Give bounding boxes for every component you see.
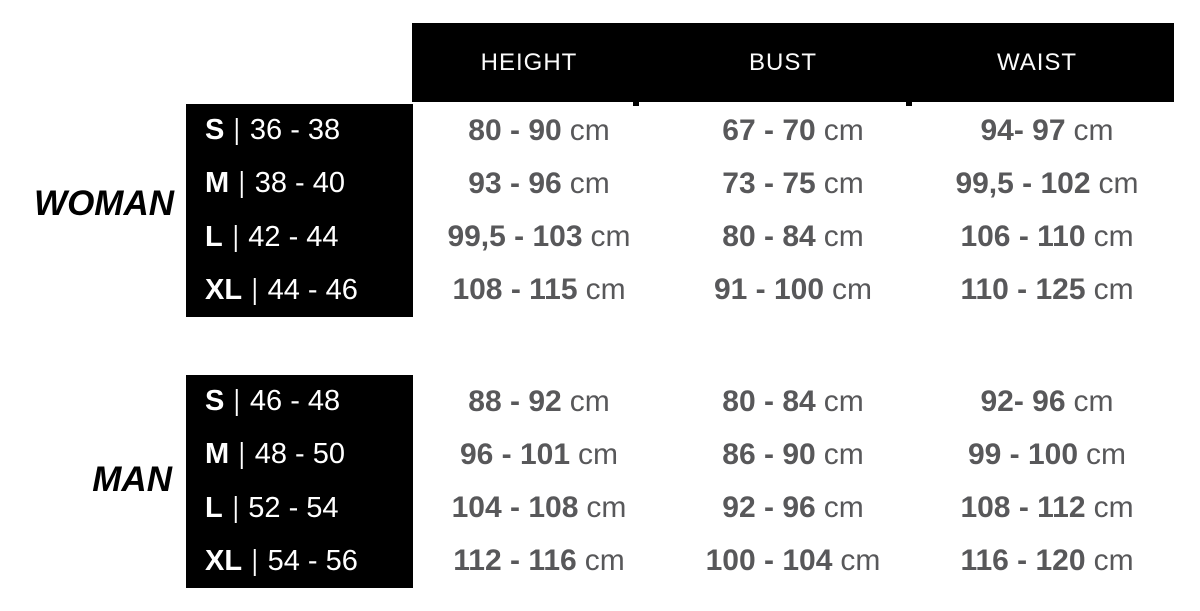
value: 86 - 90 bbox=[722, 437, 816, 471]
man-m-waist-value bbox=[967, 437, 1127, 471]
size-letter: L bbox=[205, 220, 223, 253]
table-header-bar bbox=[412, 23, 1174, 102]
size-range: 44 - 46 bbox=[267, 273, 358, 306]
column-header-waist: WAIST bbox=[996, 48, 1078, 76]
value: 106 - 110 bbox=[960, 220, 1086, 254]
size-range: 48 - 50 bbox=[254, 438, 346, 471]
value: 91 - 100 bbox=[713, 273, 825, 307]
unit-label: cm bbox=[823, 437, 864, 471]
unit-label: cm bbox=[569, 113, 610, 147]
woman-size-box bbox=[186, 104, 413, 317]
unit-label: cm bbox=[840, 544, 881, 578]
unit-label: cm bbox=[1073, 113, 1114, 147]
unit-label: cm bbox=[1093, 544, 1134, 578]
woman-m-bust-value bbox=[722, 166, 864, 200]
woman-l-bust-value bbox=[722, 222, 863, 252]
woman-xl-waist-value bbox=[960, 275, 1133, 305]
value: 80 - 84 bbox=[722, 220, 816, 254]
woman-s-height-value bbox=[468, 113, 610, 147]
unit-label: cm bbox=[823, 166, 864, 200]
size-row-woman-m bbox=[205, 169, 413, 198]
woman-xl-height-value bbox=[452, 275, 625, 305]
size-row-man-l bbox=[205, 491, 413, 524]
size-separator: | bbox=[234, 114, 241, 147]
size-range: 42 - 44 bbox=[248, 220, 339, 253]
woman-m-waist-value bbox=[955, 166, 1139, 200]
size-separator: | bbox=[238, 167, 245, 200]
unit-label: cm bbox=[585, 273, 626, 307]
size-letter: M bbox=[205, 438, 230, 471]
size-row-woman-s bbox=[205, 116, 413, 145]
man-s-height-value bbox=[468, 384, 610, 418]
unit-label: cm bbox=[1093, 273, 1134, 307]
size-separator: | bbox=[232, 491, 239, 524]
size-separator: | bbox=[251, 544, 258, 577]
man-l-height-value bbox=[452, 493, 627, 523]
value: 99,5 - 103 bbox=[447, 220, 583, 254]
man-xl-height-value bbox=[453, 546, 624, 576]
unit-label: cm bbox=[578, 437, 619, 471]
man-m-height-value bbox=[459, 437, 619, 471]
value: 88 - 92 bbox=[468, 384, 562, 418]
section-label-man: MAN bbox=[92, 460, 172, 499]
man-xl-waist-value bbox=[960, 546, 1133, 576]
man-s-bust-value bbox=[722, 384, 864, 418]
value: 100 - 104 bbox=[705, 544, 833, 578]
unit-label: cm bbox=[584, 544, 625, 578]
value: 96 - 101 bbox=[459, 437, 571, 471]
size-letter: L bbox=[205, 491, 223, 524]
unit-label: cm bbox=[823, 384, 864, 418]
unit-label: cm bbox=[823, 491, 864, 525]
value: 108 - 115 bbox=[452, 273, 578, 307]
size-separator: | bbox=[238, 438, 245, 471]
unit-label: cm bbox=[1073, 384, 1114, 418]
man-xl-bust-value bbox=[706, 546, 881, 576]
unit-label: cm bbox=[832, 273, 873, 307]
unit-label: cm bbox=[823, 113, 864, 147]
size-separator: | bbox=[234, 385, 241, 418]
unit-label: cm bbox=[569, 384, 610, 418]
woman-measurements bbox=[412, 104, 1174, 317]
unit-label: cm bbox=[1086, 437, 1127, 471]
size-range: 52 - 54 bbox=[248, 491, 339, 524]
man-l-bust-value bbox=[722, 493, 863, 523]
value: 67 - 70 bbox=[722, 113, 816, 147]
man-measurements bbox=[412, 375, 1174, 588]
value: 99 - 100 bbox=[967, 437, 1079, 471]
value: 112 - 116 bbox=[453, 544, 577, 578]
size-letter: M bbox=[205, 167, 230, 200]
size-row-man-s bbox=[205, 387, 413, 416]
man-m-bust-value bbox=[722, 437, 864, 471]
woman-l-waist-value bbox=[960, 222, 1133, 252]
size-range: 36 - 38 bbox=[249, 114, 341, 147]
size-row-woman-l bbox=[205, 220, 413, 253]
size-letter: S bbox=[205, 114, 225, 147]
value: 93 - 96 bbox=[468, 166, 562, 200]
value: 94- 97 bbox=[980, 113, 1066, 147]
size-range: 38 - 40 bbox=[254, 167, 346, 200]
value: 80 - 84 bbox=[722, 384, 816, 418]
value: 99,5 - 102 bbox=[955, 166, 1091, 200]
unit-label: cm bbox=[590, 220, 631, 254]
value: 92 - 96 bbox=[722, 491, 816, 525]
man-size-box bbox=[186, 375, 413, 588]
value: 80 - 90 bbox=[468, 113, 562, 147]
size-range: 46 - 48 bbox=[249, 385, 341, 418]
woman-l-height-value bbox=[447, 222, 630, 252]
unit-label: cm bbox=[1093, 220, 1134, 254]
woman-xl-bust-value bbox=[714, 275, 872, 305]
size-separator: | bbox=[251, 273, 258, 306]
column-header-height: HEIGHT bbox=[480, 48, 578, 76]
size-letter: S bbox=[205, 385, 225, 418]
man-s-waist-value bbox=[980, 384, 1114, 418]
value: 110 - 125 bbox=[960, 273, 1086, 307]
unit-label: cm bbox=[1093, 491, 1134, 525]
size-row-man-m bbox=[205, 440, 413, 469]
size-row-woman-xl bbox=[205, 273, 413, 306]
size-letter: XL bbox=[205, 273, 243, 306]
column-header-bust: BUST bbox=[748, 48, 817, 76]
size-separator: | bbox=[232, 220, 239, 253]
size-row-man-xl bbox=[205, 544, 413, 577]
size-letter: XL bbox=[205, 544, 243, 577]
section-label-woman: WOMAN bbox=[34, 184, 174, 223]
woman-s-bust-value bbox=[722, 113, 864, 147]
value: 108 - 112 bbox=[960, 491, 1086, 525]
value: 92- 96 bbox=[980, 384, 1066, 418]
unit-label: cm bbox=[569, 166, 610, 200]
size-range: 54 - 56 bbox=[267, 544, 358, 577]
value: 104 - 108 bbox=[451, 491, 579, 525]
woman-m-height-value bbox=[468, 166, 610, 200]
unit-label: cm bbox=[823, 220, 864, 254]
value: 116 - 120 bbox=[960, 544, 1086, 578]
woman-s-waist-value bbox=[980, 113, 1114, 147]
man-l-waist-value bbox=[960, 493, 1133, 523]
unit-label: cm bbox=[1098, 166, 1139, 200]
value: 73 - 75 bbox=[722, 166, 816, 200]
unit-label: cm bbox=[586, 491, 627, 525]
